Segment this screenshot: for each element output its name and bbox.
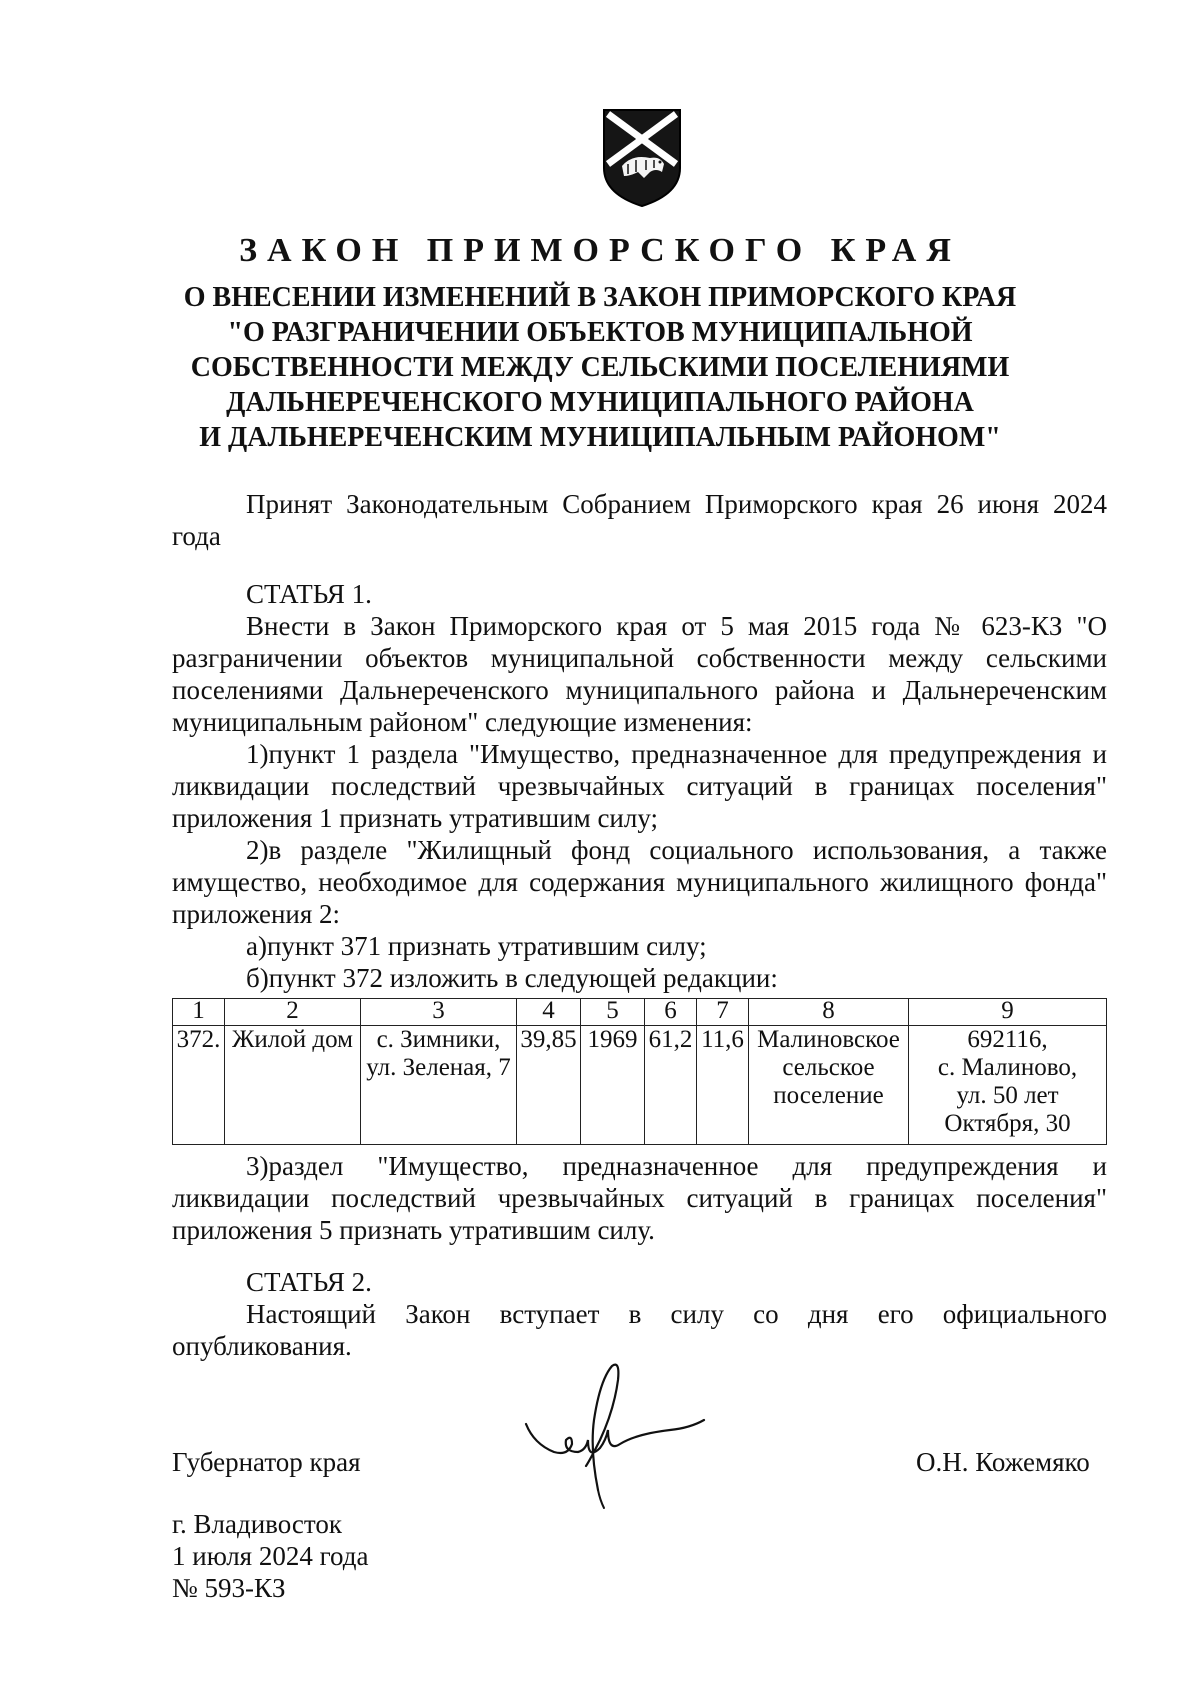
table-cell-year: 1969 [581,1026,645,1145]
recipient-line: поселение [773,1082,884,1109]
table-cell-value-7: 11,6 [697,1026,749,1145]
law-date: 1 июля 2024 года [172,1541,369,1571]
subtitle-line: ДАЛЬНЕРЕЧЕНСКОГО МУНИЦИПАЛЬНОГО РАЙОНА [226,387,974,418]
table-cell-address [361,1026,517,1145]
table-cell-recipient-address [909,1026,1107,1145]
table-header-cell: 5 [581,999,645,1026]
subtitle-line: О ВНЕСЕНИИ ИЗМЕНЕНИЙ В ЗАКОН ПРИМОРСКОГО КРАЯ [183,282,1017,313]
table-cell-recipient [749,1026,909,1145]
table-header-row [173,999,1107,1026]
table-cell-area: 39,85 [517,1026,581,1145]
adoption-text: Принят Законодательным Собранием Приморского края 26 июня 2024 года [172,489,1107,551]
article-1 [172,578,1107,994]
table-row [173,1026,1107,1145]
table-header-cell: 6 [645,999,697,1026]
article-1-heading: СТАТЬЯ 1. [246,579,372,609]
table-header-cell: 9 [909,999,1107,1026]
recipient-line: Малиновское [757,1026,900,1053]
recipient-address-line: 692116, [967,1026,1048,1053]
recipient-address-line: с. Малиново, [937,1054,1078,1081]
table-cell-value-6: 61,2 [645,1026,697,1145]
law-title: ЗАКОН ПРИМОРСКОГО КРАЯ [239,232,961,269]
address-line: с. Зимники, [376,1026,501,1053]
law-number: № 593-КЗ [172,1573,286,1603]
article-2-heading: СТАТЬЯ 2. [246,1267,372,1297]
coat-of-arms-icon [598,106,686,210]
table-cell-object: Жилой дом [225,1026,361,1145]
subtitle-line: "О РАЗГРАНИЧЕНИИ ОБЪЕКТОВ МУНИЦИПАЛЬНОЙ [227,317,973,348]
amendment-item-1: 1)пункт 1 раздела "Имущество, предназначенное для предупреждения и ликвидации последствий чрезвычайных ситуаций в границах поселения" приложения 1 признать утратившим силу; [172,739,1107,833]
subtitle-line: И ДАЛЬНЕРЕЧЕНСКИМ МУНИЦИПАЛЬНЫМ РАЙОНОМ" [199,422,1001,453]
table-header-cell: 2 [225,999,361,1026]
recipient-address-line: ул. 50 лет [956,1082,1059,1109]
adoption-block [172,488,1107,552]
amendment-item-2b: б)пункт 372 изложить в следующей редакции: [246,963,778,993]
table-header-cell: 7 [697,999,749,1026]
amendment-item-3-block [172,1150,1107,1246]
amendment-item-2: 2)в разделе "Жилищный фонд социального использования, а также имущество, необходимое для содержания муниципального жилищного фонда" приложения 2: [172,835,1107,929]
table-header-cell: 3 [361,999,517,1026]
article-1-intro: Внести в Закон Приморского края от 5 мая 2015 года № 623-КЗ "О разграничении объектов муниципальной собственности между сельскими поселениями Дальнереченского муниципального района и Дальнереченским муниципальным районом" следующие изменения: [172,611,1107,737]
handwritten-signature-icon [520,1340,710,1530]
signatory-name: О.Н. Кожемяко [916,1447,1090,1477]
law-subtitle [160,280,1040,455]
table-header-cell: 8 [749,999,909,1026]
subtitle-line: СОБСТВЕННОСТИ МЕЖДУ СЕЛЬСКИМИ ПОСЕЛЕНИЯМИ [190,352,1010,383]
table-header-cell: 4 [517,999,581,1026]
amendment-item-3: 3)раздел "Имущество, предназначенное для предупреждения и ликвидации последствий чрезвычайных ситуаций в границах поселения" приложения 5 признать утратившим силу. [172,1151,1107,1245]
article-2-text: Настоящий Закон вступает в силу со дня его официального опубликования. [172,1299,1107,1361]
amendment-table [172,998,1107,1145]
city: г. Владивосток [172,1509,342,1539]
table-header-cell: 1 [173,999,225,1026]
amendment-item-2a: а)пункт 371 признать утратившим силу; [246,931,707,961]
recipient-line: сельское [782,1054,875,1081]
recipient-address-line: Октября, 30 [944,1110,1071,1137]
table-cell-number: 372. [173,1026,225,1145]
signatory-position: Губернатор края [172,1447,361,1477]
address-line: ул. Зеленая, 7 [366,1054,511,1081]
